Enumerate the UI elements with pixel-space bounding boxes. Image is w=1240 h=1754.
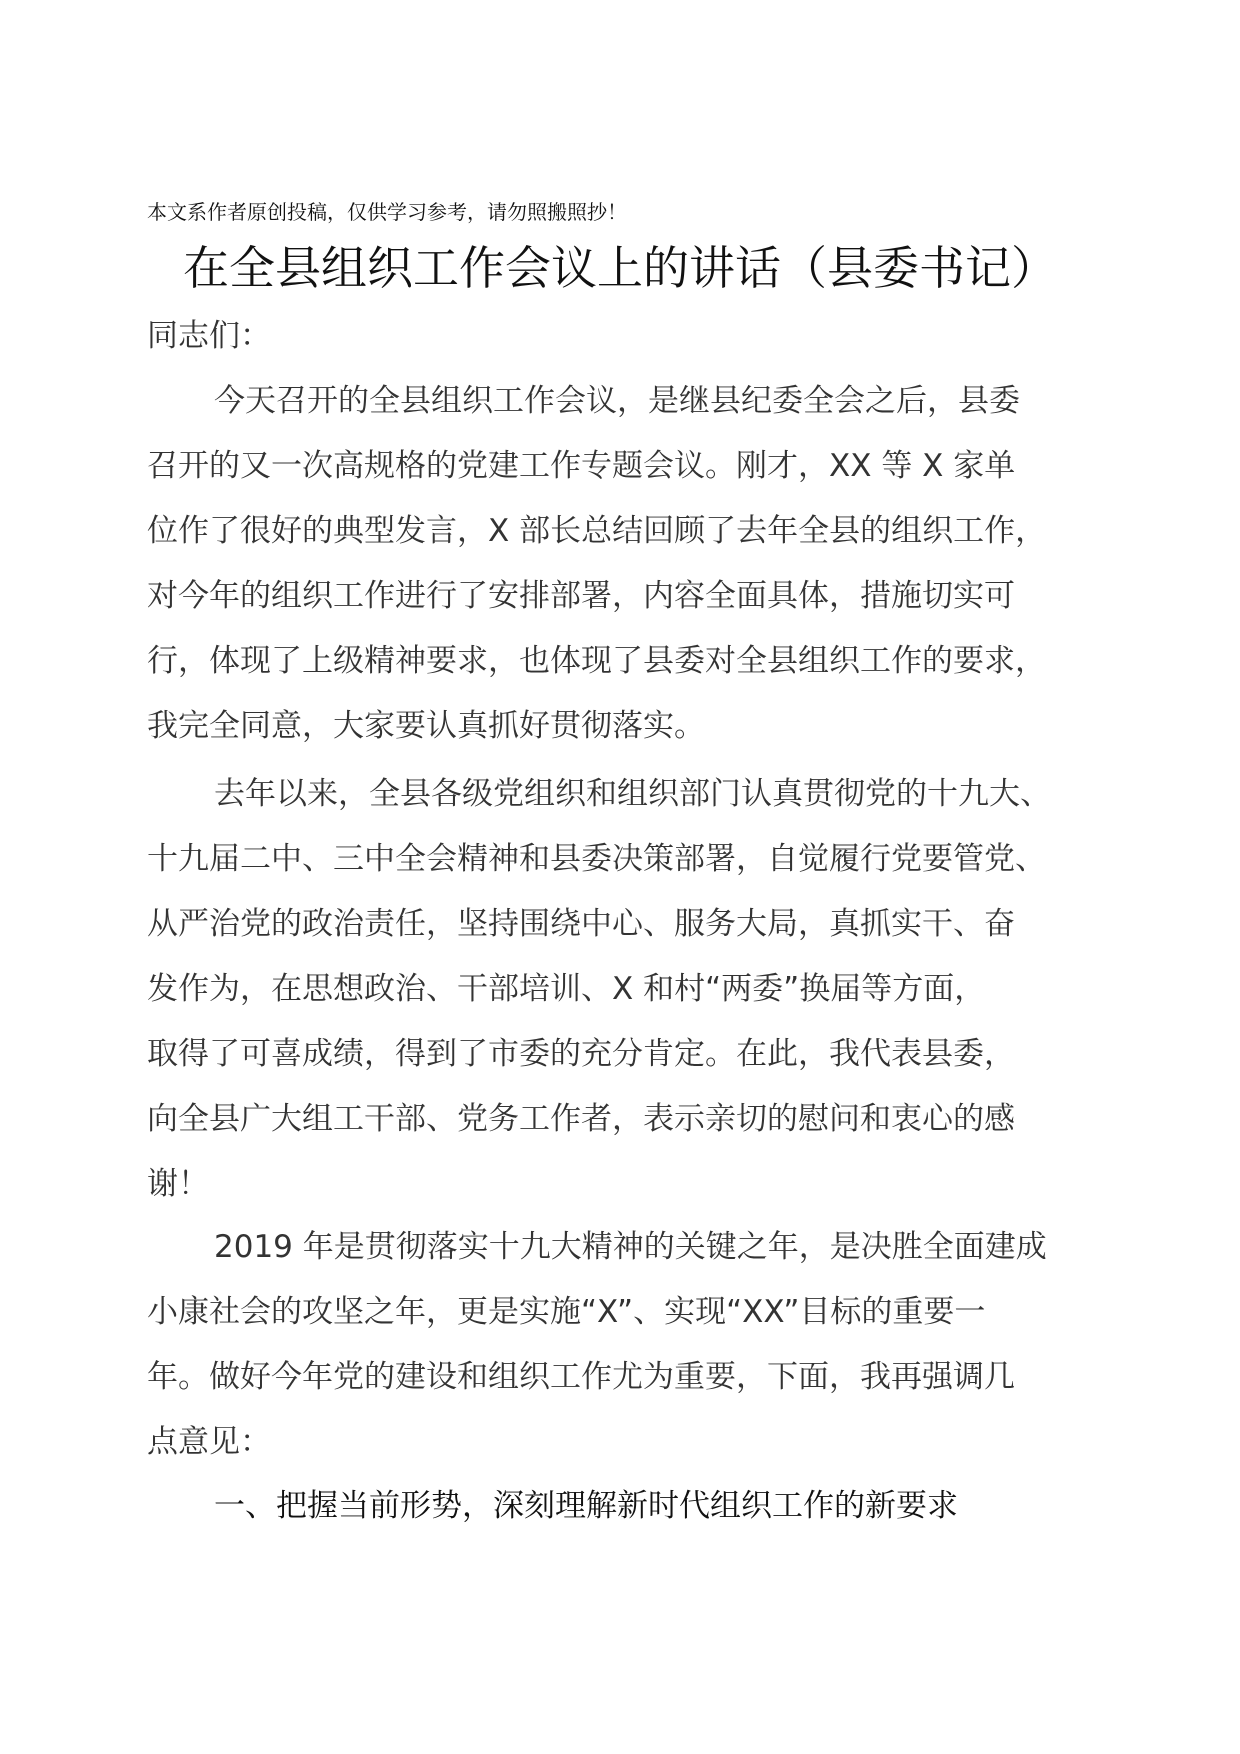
paragraph-line: 谢！ bbox=[147, 1166, 209, 1202]
paragraph-line: 去年以来，全县各级党组织和组织部门认真贯彻党的十九大、 bbox=[214, 776, 1051, 812]
section-heading: 一、把握当前形势，深刻理解新时代组织工作的新要求 bbox=[214, 1488, 958, 1524]
salutation: 同志们： bbox=[147, 318, 271, 354]
paragraph-line: 取得了可喜成绩，得到了市委的充分肯定。在此，我代表县委， bbox=[147, 1036, 1015, 1072]
paragraph-line: 点意见： bbox=[147, 1424, 271, 1460]
paragraph-line: 十九届二中、三中全会精神和县委决策部署，自觉履行党要管党、 bbox=[147, 841, 1046, 877]
paragraph-line: 行，体现了上级精神要求，也体现了县委对全县组织工作的要求， bbox=[147, 643, 1046, 679]
paragraph-line: 召开的又一次高规格的党建工作专题会议。刚才，XX 等 X 家单 bbox=[147, 448, 1016, 484]
paragraph-line: 向全县广大组工干部、党务工作者，表示亲切的慰问和衷心的感 bbox=[147, 1101, 1015, 1137]
paragraph-line: 我完全同意，大家要认真抓好贯彻落实。 bbox=[147, 708, 705, 744]
paragraph-line: 从严治党的政治责任，坚持围绕中心、服务大局，真抓实干、奋 bbox=[147, 906, 1015, 942]
paragraph-line: 发作为，在思想政治、干部培训、X 和村“两委”换届等方面， bbox=[147, 971, 986, 1007]
copyright-notice: 本文系作者原创投稿，仅供学习参考，请勿照搬照抄！ bbox=[147, 200, 627, 224]
paragraph-line: 对今年的组织工作进行了安排部署，内容全面具体，措施切实可 bbox=[147, 578, 1015, 614]
paragraph-line: 今天召开的全县组织工作会议，是继县纪委全会之后，县委 bbox=[214, 383, 1020, 419]
paragraph-line: 位作了很好的典型发言，X 部长总结回顾了去年全县的组织工作， bbox=[147, 513, 1047, 549]
document-title: 在全县组织工作会议上的讲话（县委书记） bbox=[183, 241, 1057, 295]
paragraph-line: 2019 年是贯彻落实十九大精神的关键之年，是决胜全面建成 bbox=[214, 1229, 1047, 1265]
paragraph-line: 年。做好今年党的建设和组织工作尤为重要，下面，我再强调几 bbox=[147, 1359, 1015, 1395]
paragraph-line: 小康社会的攻坚之年，更是实施“X”、实现“XX”目标的重要一 bbox=[147, 1294, 986, 1330]
